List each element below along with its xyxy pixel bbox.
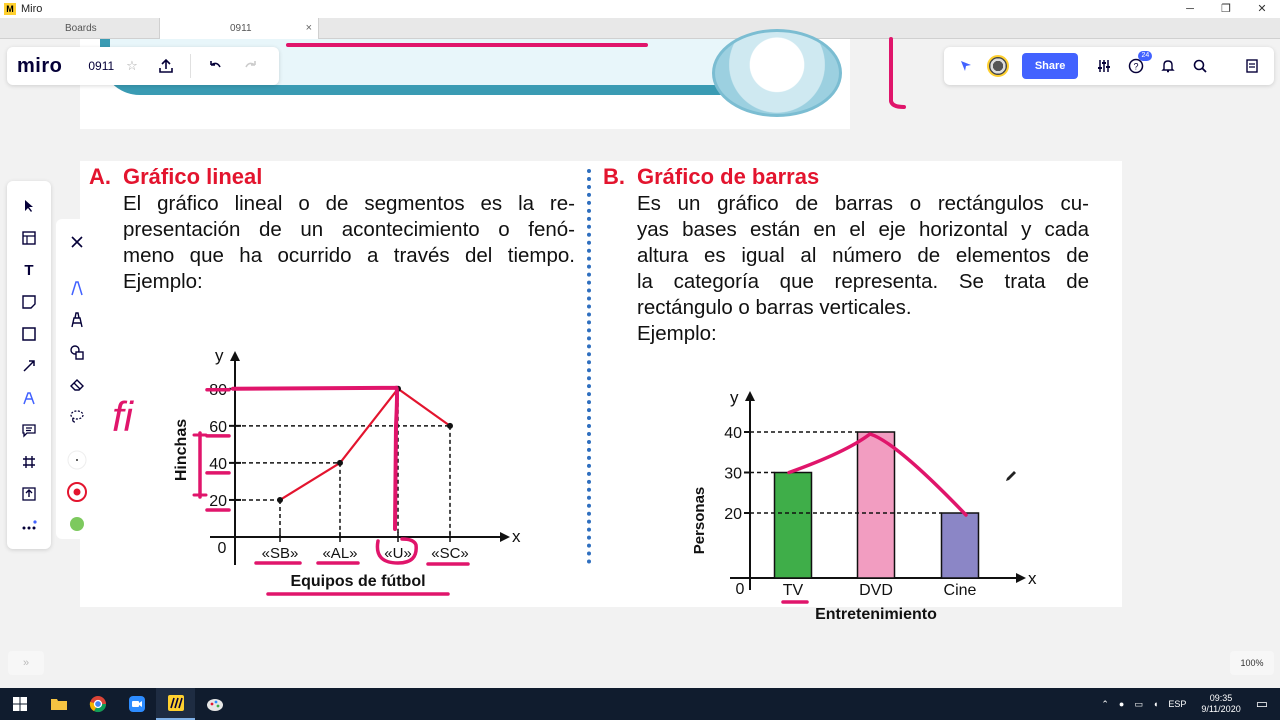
data-point [277, 497, 283, 503]
tab-0911-label: 0911 [230, 23, 252, 34]
section-b-heading: Gráfico de barras [637, 164, 820, 189]
y-axis-letter: y [215, 346, 224, 365]
x-tick-label: Cine [943, 582, 977, 599]
paint-app-icon[interactable] [195, 688, 234, 720]
y-tick-label: 60 [209, 418, 227, 436]
creation-toolbar [7, 181, 51, 549]
x-axis-letter: x [512, 527, 521, 546]
notification-center-icon[interactable]: ▭ [1255, 696, 1268, 711]
section-b-line: Ejemplo: [637, 322, 717, 345]
board-canvas[interactable] [0, 39, 1280, 688]
pen-cursor-icon [1004, 469, 1018, 483]
bar [942, 513, 979, 578]
export-icon[interactable] [148, 48, 184, 84]
window-titlebar [0, 0, 1280, 18]
smart-drawing-icon[interactable] [56, 339, 98, 365]
x-axis-letter: x [1028, 569, 1037, 588]
minimize-button[interactable]: ─ [1186, 3, 1194, 15]
section-b-text [637, 191, 1089, 347]
redo-icon[interactable] [233, 48, 269, 84]
y-tick-label: 80 [209, 381, 227, 399]
origin-label: 0 [217, 540, 227, 557]
y-axis-arrow [230, 351, 240, 361]
fi-note-text: fi [112, 393, 133, 440]
frame-tool-icon[interactable] [7, 448, 51, 476]
color-green-option[interactable] [56, 511, 98, 537]
search-icon[interactable] [1184, 50, 1216, 82]
section-a-line: presentación de un acontecimiento o fenó- [123, 218, 575, 241]
y-axis-arrow [745, 391, 755, 401]
ink-trace-u [233, 388, 397, 529]
y-tick-label: 30 [724, 465, 742, 483]
connection-line-tool-icon[interactable] [7, 352, 51, 380]
x-tick-label: «SB» [261, 545, 299, 562]
window-title: Miro [21, 3, 43, 15]
board-menu-icon[interactable] [1236, 50, 1268, 82]
y-axis-label: Personas [691, 486, 708, 555]
avatar-image [987, 55, 1009, 77]
miro-app-icon: M [4, 3, 16, 15]
svg-text:?: ? [1133, 61, 1139, 72]
board-name[interactable]: 0911 [88, 59, 115, 73]
toolbar-separator [190, 54, 191, 78]
clock[interactable] [1201, 693, 1240, 715]
pink-ink-bracket [888, 39, 908, 109]
x-axis-arrow [1016, 573, 1026, 583]
handwritten-fi-note [110, 381, 154, 443]
file-explorer-icon[interactable] [39, 688, 78, 720]
zoom-level[interactable]: 100% [1230, 651, 1274, 675]
data-point [447, 423, 453, 429]
windows-taskbar [0, 688, 1280, 720]
templates-tool-icon[interactable] [7, 224, 51, 252]
tab-close-icon[interactable]: × [305, 22, 312, 34]
globe-illustration [712, 29, 842, 117]
clock-date: 9/11/2020 [1201, 704, 1241, 714]
select-tool-icon[interactable] [7, 192, 51, 220]
highlighter-icon[interactable] [56, 307, 98, 333]
bar-chart [680, 381, 1060, 623]
microphone-icon[interactable]: ● [1118, 699, 1125, 709]
bar [775, 473, 812, 579]
lasso-icon[interactable] [56, 403, 98, 429]
windows-start-icon[interactable] [0, 688, 39, 720]
y-axis-label: Hinchas [173, 418, 190, 482]
pen-icon[interactable] [56, 275, 98, 301]
tray-overflow-icon[interactable]: ⌃ [1101, 698, 1109, 709]
y-tick-label: 40 [209, 455, 227, 473]
y-tick-label: 40 [724, 425, 742, 442]
x-axis-arrow [500, 532, 510, 542]
miro-logo[interactable]: miro [17, 54, 63, 77]
tab-0911[interactable] [159, 18, 319, 39]
language-indicator[interactable]: ESP [1168, 699, 1187, 709]
section-a-line: meno que ha ocurrido a través del tiempo. [123, 244, 575, 267]
x-axis-label: Equipos de fútbol [290, 573, 426, 590]
section-a-letter: A. [89, 164, 111, 189]
miro-taskbar-icon[interactable] [156, 688, 195, 720]
x-tick-label: «U» [384, 545, 412, 562]
slide-content [80, 161, 1122, 623]
section-b-letter: B. [603, 164, 625, 189]
line-chart [170, 341, 530, 601]
section-b-line: rectángulo o barras verticales. [637, 296, 912, 319]
tab-bar [0, 18, 1280, 39]
star-icon[interactable]: ☆ [126, 58, 138, 73]
expand-panel-button[interactable]: » [8, 651, 44, 675]
tab-boards[interactable] [57, 18, 159, 39]
network-icon[interactable]: ▭ [1134, 698, 1143, 709]
section-b-line: yas bases están en el eje horizontal y cada [637, 218, 1089, 241]
section-a-text [123, 191, 575, 295]
close-window-button[interactable]: ✕ [1257, 3, 1267, 15]
board-toolbar [7, 47, 279, 85]
x-tick-label: «SC» [431, 545, 469, 562]
share-button[interactable]: Share [1022, 53, 1079, 79]
help-icon[interactable] [1120, 50, 1152, 82]
section-a-line: Ejemplo: [123, 270, 203, 293]
section-b-line: la categoría que representa. Se trata de [637, 270, 1089, 293]
cursor-flag-icon[interactable] [950, 50, 982, 82]
column-divider [587, 169, 591, 564]
x-axis-label: Entretenimiento [815, 606, 937, 623]
x-tick-label: DVD [859, 582, 893, 599]
settings-sliders-icon[interactable] [1088, 50, 1120, 82]
volume-icon[interactable]: ◖ [1152, 699, 1159, 709]
undo-icon[interactable] [197, 48, 233, 84]
pen-tool-icon[interactable] [7, 384, 51, 412]
restore-button[interactable]: ❐ [1221, 3, 1231, 15]
data-line [280, 389, 450, 500]
pink-underline [286, 43, 648, 47]
upload-tool-icon[interactable] [7, 480, 51, 508]
user-avatar[interactable] [982, 50, 1014, 82]
clock-time: 09:35 [1209, 693, 1233, 703]
system-tray [1096, 688, 1280, 720]
tab-boards-label: Boards [65, 23, 97, 34]
shape-tool-icon[interactable] [7, 320, 51, 348]
section-a-heading: Gráfico lineal [123, 164, 263, 189]
thickness-thin-option[interactable] [56, 447, 98, 473]
section-a-line: El gráfico lineal o de segmentos es la re- [123, 192, 575, 215]
data-point [337, 460, 343, 466]
origin-label: 0 [735, 581, 745, 598]
y-tick-label: 20 [724, 506, 742, 523]
x-tick-label: «AL» [322, 545, 358, 562]
eraser-icon[interactable] [56, 371, 98, 397]
color-selected-option[interactable] [56, 479, 98, 505]
more-tools-icon[interactable] [7, 512, 51, 540]
pen-options-panel [56, 219, 98, 539]
y-tick-label: 20 [209, 492, 227, 510]
section-b-line: Es un gráfico de barras o rectángulos cu- [637, 192, 1089, 215]
y-axis-letter: y [730, 388, 739, 407]
sticky-note-tool-icon[interactable] [7, 288, 51, 316]
bar [858, 432, 895, 578]
text-tool-icon[interactable]: T [24, 261, 34, 279]
collaboration-toolbar [944, 47, 1274, 85]
zoom-app-icon[interactable] [117, 688, 156, 720]
chrome-icon[interactable] [78, 688, 117, 720]
close-panel-icon[interactable] [56, 229, 98, 255]
x-tick-label: TV [782, 582, 804, 599]
comment-tool-icon[interactable] [7, 416, 51, 444]
notifications-bell-icon[interactable] [1152, 50, 1184, 82]
help-badge: 24 [1138, 51, 1152, 61]
section-b-line: altura es igual al número de elementos de [637, 244, 1089, 267]
